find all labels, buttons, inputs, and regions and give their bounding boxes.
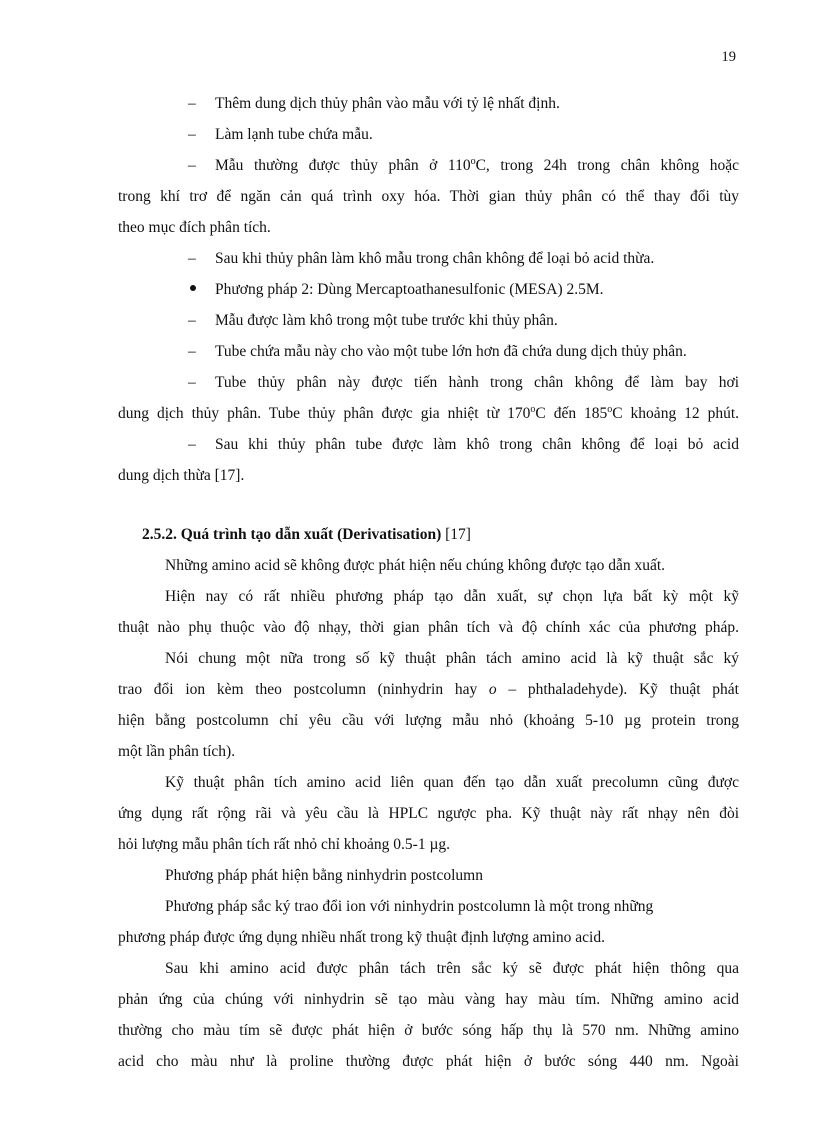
paragraph-line: một lần phân tích).	[118, 743, 236, 760]
paragraph-line: Nói chung một nữa trong số kỹ thuật phân tách amino acid là kỹ thuật sắc ký	[165, 650, 739, 667]
text-line: dung dịch thừa [17].	[118, 467, 245, 484]
list-item: – Tube thủy phân này được tiến hành trong chân không để làm bay hơi	[188, 374, 739, 391]
section-heading: 2.5.2. Quá trình tạo dẫn xuất (Derivatisation) [17]	[142, 526, 471, 543]
dash-marker: –	[188, 343, 196, 360]
paragraph-line: Sau khi amino acid được phân tách trên sắc ký sẽ được phát hiện thông qua	[165, 960, 739, 977]
paragraph-line: phương pháp được ứng dụng nhiều nhất trong kỹ thuật định lượng amino acid.	[118, 929, 605, 946]
dash-marker: –	[188, 95, 196, 112]
list-item: – Làm lạnh tube chứa mẫu.	[188, 126, 373, 143]
text-line: dung dịch thủy phân. Tube thủy phân được gia nhiệt từ 170$^o$C đến 185$^o$C khoảng 12 phút.	[118, 403, 740, 422]
text-line: trong khí trơ để ngăn cản quá trình oxy hóa. Thời gian thủy phân có thể thay đổi tùy	[118, 188, 739, 205]
list-item: Phương pháp 2: Dùng Mercaptoathanesulfonic (MESA) 2.5M.	[188, 280, 739, 300]
dash-marker: –	[188, 250, 196, 267]
text-line: theo mục đích phân tích.	[118, 219, 271, 236]
list-item: – Mẫu thường được thủy phân ở 110$^o$C, trong 24h trong chân không hoặc	[188, 155, 739, 174]
list-item: – Sau khi thủy phân làm khô mẫu trong chân không để loại bỏ acid thừa.	[188, 250, 655, 267]
paragraph-line: Những amino acid sẽ không được phát hiện nếu chúng không được tạo dẫn xuất.	[165, 557, 666, 574]
dash-marker: –	[188, 126, 196, 143]
list-item: – Tube chứa mẫu này cho vào một tube lớn hơn đã chứa dung dịch thủy phân.	[188, 343, 687, 360]
paragraph-line: Kỹ thuật phân tích amino acid liên quan đến tạo dẫn xuất precolumn cũng được	[165, 774, 739, 791]
paragraph-line: thuật nào phụ thuộc vào độ nhạy, thời gian phân tích và độ chính xác của phương pháp.	[118, 619, 739, 636]
list-item: – Sau khi thủy phân tube được làm khô trong chân không để loại bỏ acid	[188, 436, 739, 453]
list-item: – Thêm dung dịch thủy phân vào mẫu với tỷ lệ nhất định.	[188, 95, 560, 112]
paragraph-line: Phương pháp sắc ký trao đổi ion với ninhydrin postcolumn là một trong những	[165, 898, 654, 915]
dash-marker: –	[188, 374, 196, 391]
paragraph-line: phản ứng của chúng với ninhydrin sẽ tạo màu vàng hay màu tím. Những amino acid	[118, 991, 739, 1008]
paragraph-line: Phương pháp phát hiện bằng ninhydrin postcolumn	[165, 867, 483, 884]
paragraph-line: acid cho màu như là proline thường được phát hiện ở bước sóng 440 nm. Ngoài	[118, 1053, 739, 1070]
dash-marker: –	[188, 312, 196, 329]
paragraph-line: Hiện nay có rất nhiều phương pháp tạo dẫn xuất, sự chọn lựa bất kỳ một kỹ	[165, 588, 739, 605]
dash-marker: –	[188, 157, 196, 174]
paragraph-line: hỏi lượng mẫu phân tích rất nhỏ chỉ khoảng 0.5-1 µg.	[118, 836, 451, 853]
paragraph-line: ứng dụng rất rộng rãi và yêu cầu là HPLC ngược pha. Kỹ thuật này rất nhạy nên đòi	[118, 805, 739, 822]
bullet-icon	[188, 280, 215, 300]
paragraph-line: trao đổi ion kèm theo postcolumn (ninhydrin hay o – phthaladehyde). Kỹ thuật phát	[118, 681, 739, 698]
page-number: 19	[721, 49, 736, 65]
paragraph-line: hiện bằng postcolumn chỉ yêu cầu với lượng mẫu nhỏ (khoảng 5-10 µg protein trong	[118, 712, 739, 729]
dash-marker: –	[188, 436, 196, 453]
list-item: – Mẫu được làm khô trong một tube trước khi thủy phân.	[188, 312, 558, 329]
paragraph-line: thường cho màu tím sẽ được phát hiện ở bước sóng hấp thụ là 570 nm. Những amino	[118, 1022, 739, 1039]
